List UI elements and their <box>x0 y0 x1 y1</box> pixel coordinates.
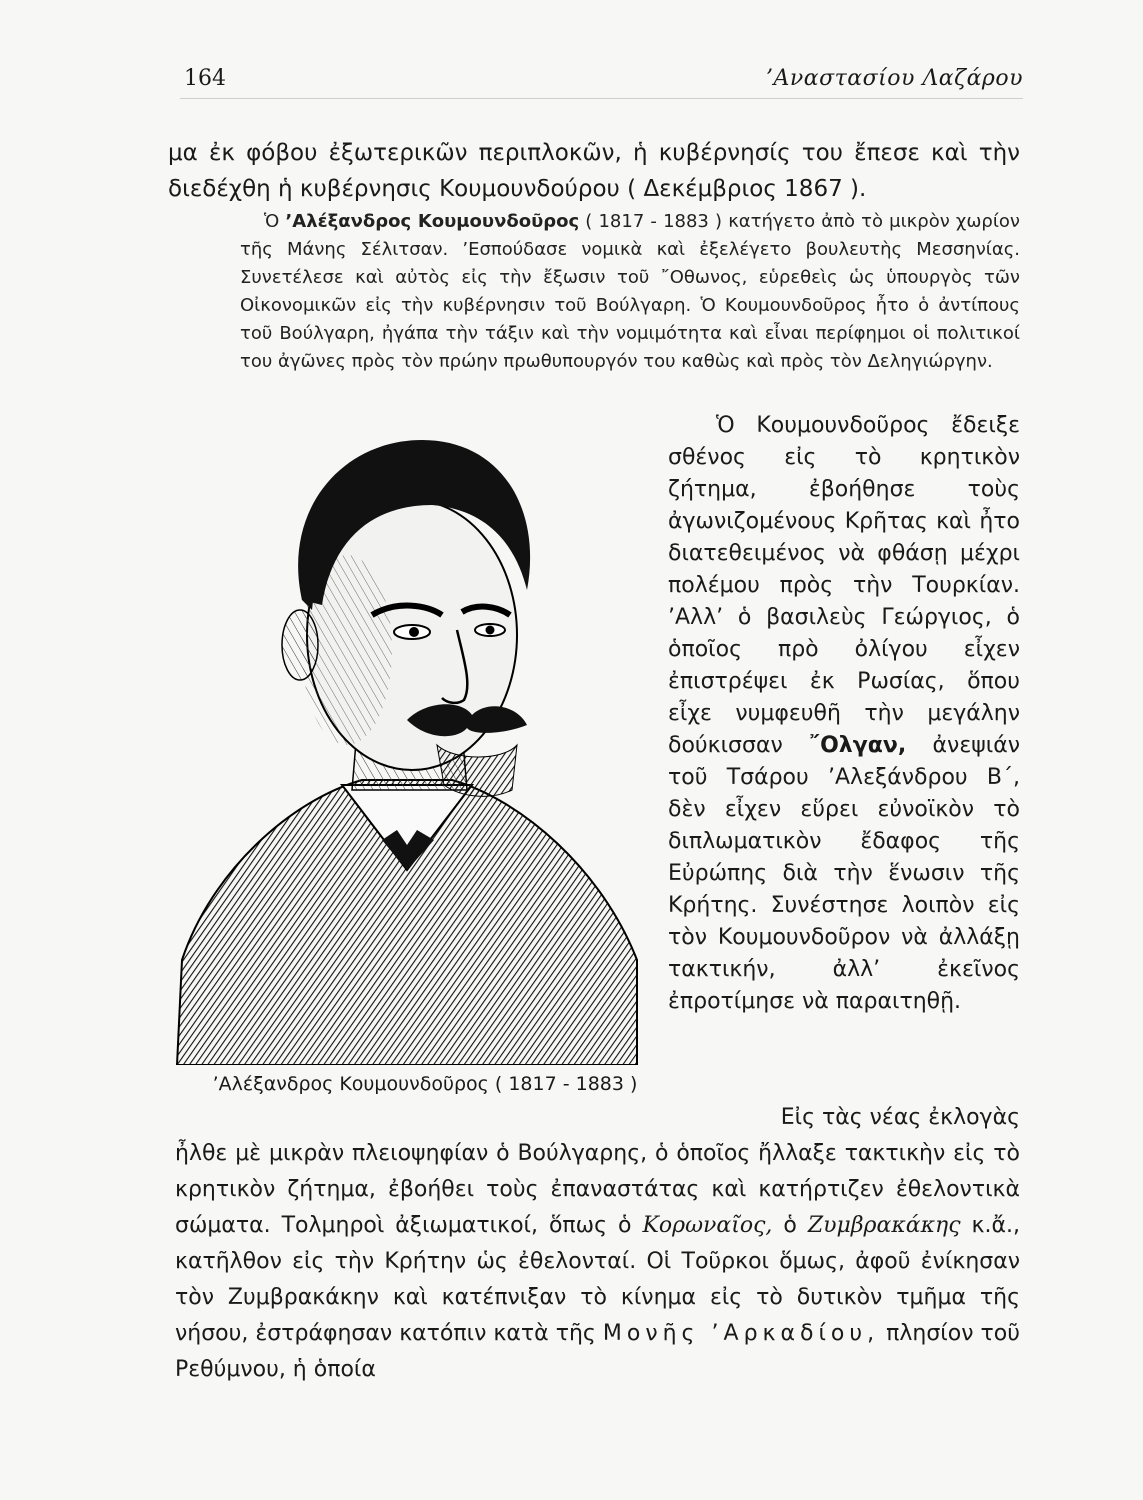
portrait-engraving <box>172 400 642 1065</box>
footnote <box>240 208 1020 376</box>
side-column-paragraph <box>668 410 1020 1018</box>
bottom-first-line: Εἰς τὰς νέας ἐκλογὰς <box>780 1105 1020 1130</box>
side-text-olgan: ῎Ολγαν, <box>809 733 907 758</box>
bottom-monastery: Μονῆς ’Αρκαδίου, <box>602 1321 880 1346</box>
side-text-2: ἀνεψιάν τοῦ Τσάρου ’Αλεξάνδρου Β΄, δὲν εἶχεν εὕρει εὐνοϊκὸν τὸ διπλωματικὸν ἔδαφος τῆς Εὐρώπης διὰ τὴν ἕνωσιν τῆς Κρήτης. Συνέστησε λοιπὸν εἰς τὸν Κουμουνδοῦρον νὰ ἀλλάξῃ τακτικήν, ἀλλ’ ἐκεῖνος ἐπροτίμησε νὰ παραιτηθῇ. <box>668 733 1020 1014</box>
bottom-text-c: κ.ἄ., κατῆλθον εἰς τὴν Κρήτην ὡς ἐθελονταί. Οἱ Τοῦρκοι ὅμως, ἀφοῦ ἐνίκησαν τὸν Ζυμβρακάκην καὶ κατέπνιξαν τὸ κίνημα εἰς τὸ δυτικὸν τμῆμα τῆς νήσου, ἐστράφησαν κατόπιν κατὰ τῆς <box>175 1213 1020 1346</box>
running-head-title: ’Αναστασίου Λαζάρου <box>766 66 1023 91</box>
running-head <box>180 62 1023 99</box>
footnote-text: ( 1817 - 1883 ) κατήγετο ἀπὸ τὸ μικρὸν χωρίον τῆς Μάνης Σέλιτσαν. ’Εσπούδασε νομικὰ καὶ ἐξελέγετο βουλευτὴς Μεσσηνίας. Συνετέλεσε καὶ αὐτὸς εἰς τὴν ἔξωσιν τοῦ ῎Οθωνος, εὑρεθεὶς ὡς ὑπουργὸς τῶν Οἰκονομικῶν εἰς τὴν κυβέρνησιν τοῦ Βούλγαρη. Ὁ Κουμουνδοῦρος ἦτο ὁ ἀντίπους τοῦ Βούλγαρη, ἠγάπα τὴν τάξιν καὶ τὴν νομιμότητα καὶ εἶναι περίφημοι οἱ πολιτικοί του ἀγῶνες πρὸς τὸν πρώην πρωθυπουργόν του καθὼς καὶ πρὸς τὸν Δεληγιώργην. <box>240 211 1020 372</box>
side-text-1: Ὁ Κουμουνδοῦρος ἔδειξε σθένος εἰς τὸ κρητικὸν ζήτημα, ἐβοήθησε τοὺς ἀγωνιζομένους Κρῆτας καὶ ἦτο διατεθειμένος νὰ φθάσῃ μέχρι πολέμου πρὸς τὴν Τουρκίαν. ’Αλλ’ ὁ βασιλεὺς Γεώργιος, ὁ ὁποῖος πρὸ ὀλίγου εἶχεν ἐπιστρέψει ἐκ Ρωσίας, ὅπου εἶχε νυμφευθῆ τὴν μεγάλην δούκισσαν <box>668 413 1020 758</box>
bottom-paragraph <box>175 1100 1020 1388</box>
top-paragraph: μα ἐκ φόβου ἐξωτερικῶν περιπλοκῶν, ἡ κυβέρνησίς του ἔπεσε καὶ τὴν διεδέχθη ἡ κυβέρνησις Κουμουνδούρου ( Δεκέμβριος 1867 ). <box>168 140 1020 202</box>
bottom-name-koronaios: Κορωναῖος, <box>642 1213 773 1238</box>
portrait-illustration <box>172 400 642 1065</box>
footnote-lead: Ὁ <box>264 211 286 232</box>
bottom-name-zymvrakakis: Ζυμβρακάκης <box>807 1213 961 1238</box>
bottom-text-d: πλησίον τοῦ Ρεθύμνου, ἡ ὁποία <box>175 1321 1020 1382</box>
bottom-text-b: ὁ <box>772 1213 808 1238</box>
page-number: 164 <box>184 66 226 91</box>
portrait-caption: ’Αλέξανδρος Κουμουνδοῦρος ( 1817 - 1883 ) <box>212 1073 638 1095</box>
bottom-text-a: ἦλθε μὲ μικρὰν πλειοψηφίαν ὁ Βούλγαρης, ὁ ὁποῖος ἤλλαξε τακτικὴν εἰς τὸ κρητικὸν ζήτημα, ἐβοήθει τοὺς ἐπαναστάτας καὶ κατήρτιζεν ἐθελοντικὰ σώματα. Τολμηροὶ ἀξιωματικοί, ὅπως ὁ <box>175 1141 1020 1238</box>
footnote-name: ’Αλέξανδρος Κουμουνδοῦρος <box>285 211 580 232</box>
